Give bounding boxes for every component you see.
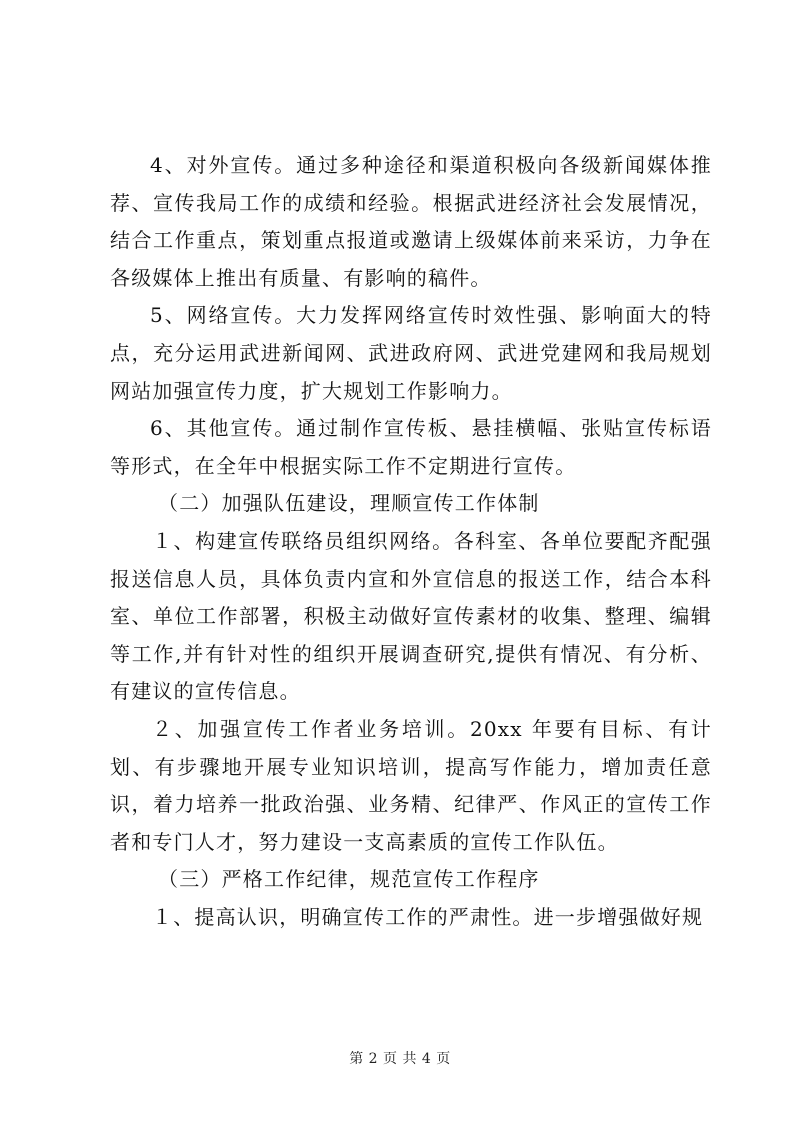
page-number-footer: 第 2 页 共 4 页 <box>349 1051 451 1067</box>
paragraph-external-publicity: 4、对外宣传。通过多种途径和渠道积极向各级新闻媒体推荐、宣传我局工作的成绩和经验。根据武进经济社会发展情况，结合工作重点，策划重点报道或邀请上级媒体前来采访，力争在各级媒体上推出有质量、有影响的稿件。 <box>110 153 712 290</box>
paragraph-online-publicity: 5、网络宣传。大力发挥网络宣传时效性强、影响面大的特点，充分运用武进新闻网、武进政府网、武进党建网和我局规划网站加强宣传力度，扩大规划工作影响力。 <box>110 303 712 403</box>
paragraph-liaison-network: １、构建宣传联络员组织网络。各科室、各单位要配齐配强报送信息人员，具体负责内宣和外宣信息的报送工作，结合本科室、单位工作部署，积极主动做好宣传素材的收集、整理、编辑等工作,并有针对性的组织开展调查研究,提供有情况、有分析、有建议的宣传信息。 <box>110 528 712 704</box>
paragraph-other-publicity: 6、其他宣传。通过制作宣传板、悬挂横幅、张贴宣传标语等形式，在全年中根据实际工作不定期进行宣传。 <box>110 416 712 478</box>
paragraph-raise-awareness: １、提高认识，明确宣传工作的严肃性。进一步增强做好规 <box>152 904 704 929</box>
section-heading-work-discipline: （三）严格工作纪律，规范宣传工作程序 <box>158 867 540 892</box>
section-heading-team-building: （二）加强队伍建设，理顺宣传工作体制 <box>158 491 540 516</box>
document-body <box>110 147 712 936</box>
paragraph-staff-training: ２、加强宣传工作者业务培训。20xx 年要有目标、有计划、有步骤地开展专业知识培训，提高写作能力，增加责任意识，着力培养一批政治强、业务精、纪律严、作风正的宣传工作者和专门人才，努力建设一支高素质的宣传工作队伍。 <box>110 716 712 854</box>
